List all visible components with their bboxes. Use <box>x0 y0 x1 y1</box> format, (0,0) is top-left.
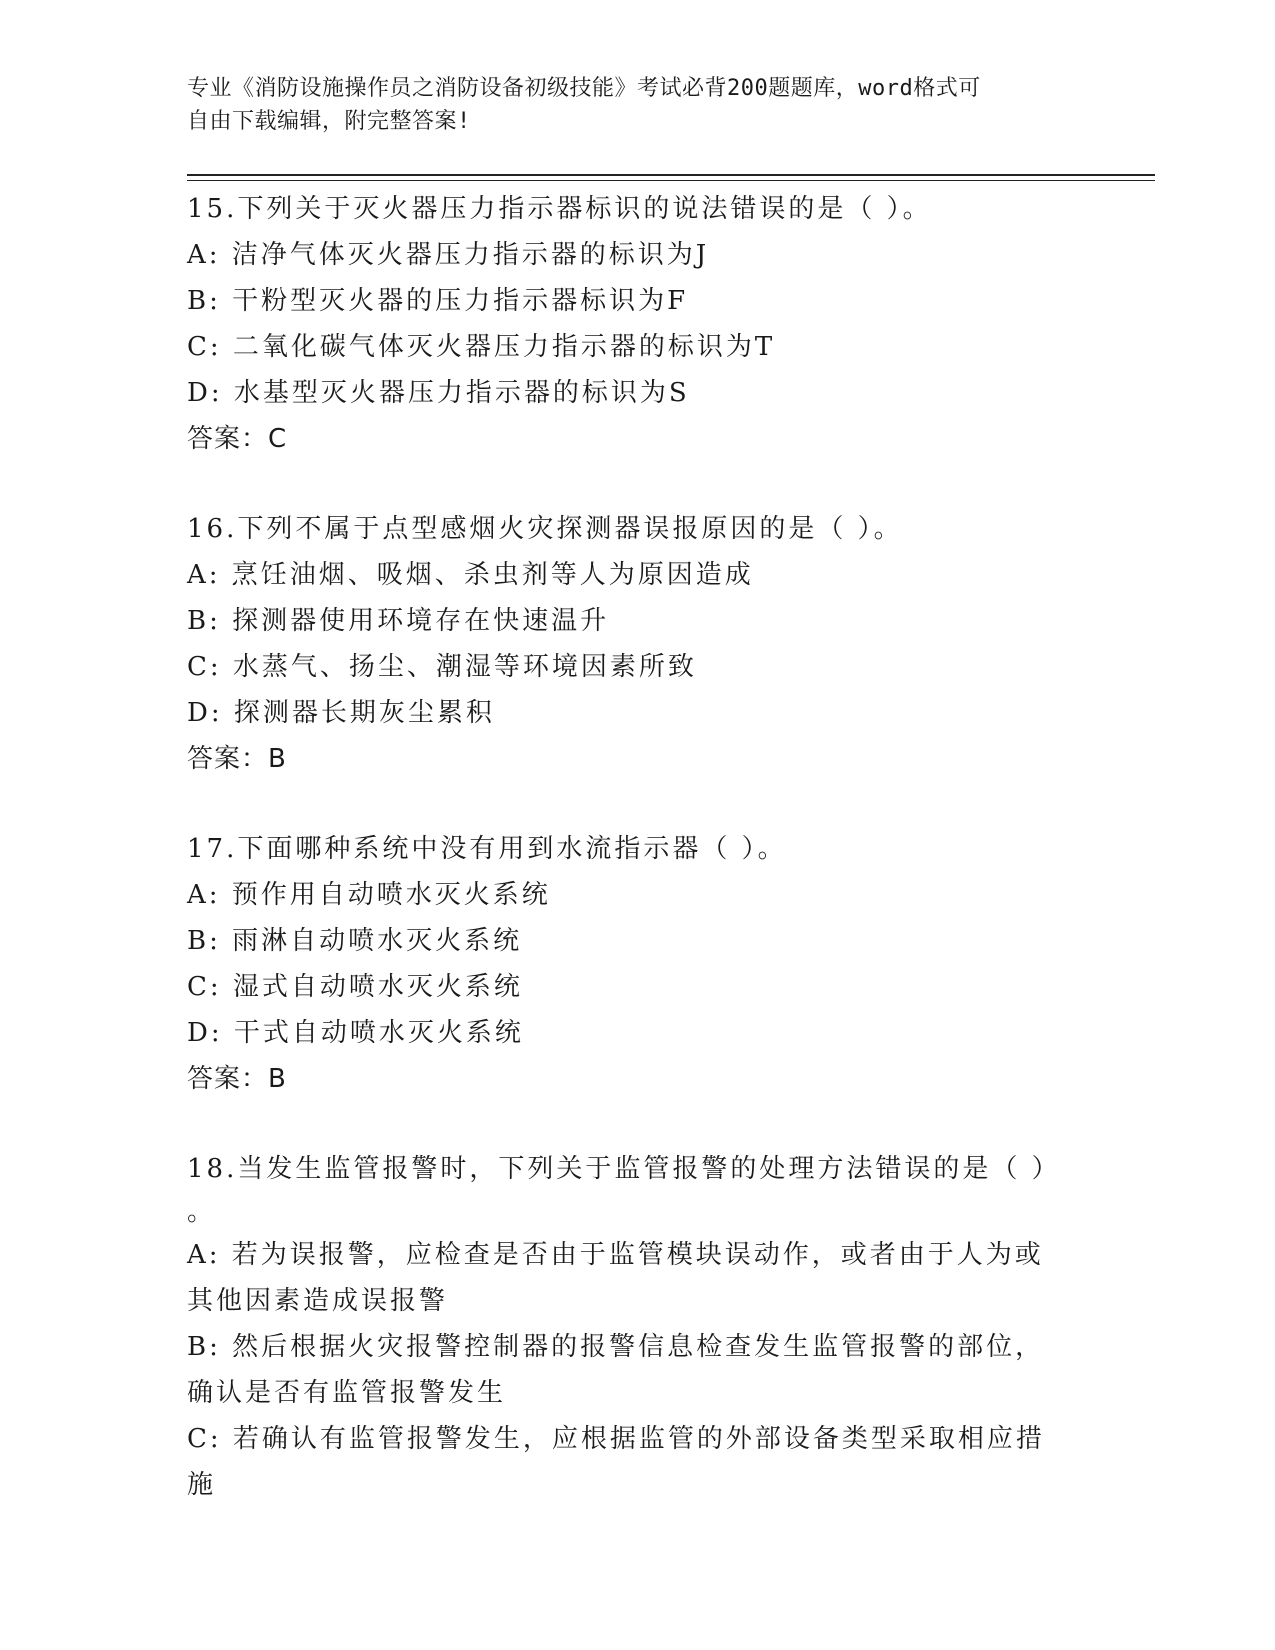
option-d: D: 干式自动喷水灭火系统 <box>187 1018 524 1048</box>
option-b: B: 探测器使用环境存在快速温升 <box>187 606 610 636</box>
question-18 <box>187 1146 1087 1508</box>
option-c: C: 二氧化碳气体灭火器压力指示器的标识为T <box>187 332 776 362</box>
document-header <box>187 72 1087 138</box>
question-15 <box>187 186 1087 462</box>
option-a: A: 预作用自动喷水灭火系统 <box>187 880 551 910</box>
header-line-1: 专业《消防设施操作员之消防设备初级技能》考试必背200题题库，word格式可 <box>187 76 981 101</box>
header-line-2: 自由下载编辑，附完整答案! <box>187 109 471 134</box>
question-17 <box>187 826 1087 1102</box>
header-divider-thin <box>187 180 1155 181</box>
option-a: A: 若为误报警，应检查是否由于监管模块误动作，或者由于人为或其他因素造成误报警 <box>187 1240 1044 1316</box>
option-b: B: 干粉型灭火器的压力指示器标识为F <box>187 286 689 316</box>
question-16 <box>187 506 1087 782</box>
option-a: A: 烹饪油烟、吸烟、杀虫剂等人为原因造成 <box>187 560 754 590</box>
question-list <box>187 186 1087 1508</box>
question-stem: 17.下面哪种系统中没有用到水流指示器（ ）。 <box>187 834 787 864</box>
option-b: B: 然后根据火灾报警控制器的报警信息检查发生监管报警的部位，确认是否有监管报警发生 <box>187 1332 1045 1408</box>
option-c: C: 若确认有监管报警发生，应根据监管的外部设备类型采取相应措施 <box>187 1424 1045 1500</box>
question-stem: 18.当发生监管报警时，下列关于监管报警的处理方法错误的是（ ） <box>187 1154 1061 1184</box>
option-d: D: 水基型灭火器压力指示器的标识为S <box>187 378 690 408</box>
option-d: D: 探测器长期灰尘累积 <box>187 698 495 728</box>
option-c: C: 湿式自动喷水灭火系统 <box>187 972 523 1002</box>
option-c: C: 水蒸气、扬尘、潮湿等环境因素所致 <box>187 652 697 682</box>
question-stem: 16.下列不属于点型感烟火灾探测器误报原因的是（ ）。 <box>187 514 903 544</box>
option-a: A: 洁净气体灭火器压力指示器的标识为J <box>187 240 710 270</box>
answer-label: 答案：B <box>187 1064 287 1094</box>
answer-label: 答案：B <box>187 744 287 774</box>
option-b: B: 雨淋自动喷水灭火系统 <box>187 926 523 956</box>
question-stem-tail: 。 <box>187 1197 214 1227</box>
question-stem: 15.下列关于灭火器压力指示器标识的说法错误的是（ ）。 <box>187 194 932 224</box>
header-divider-thick <box>187 174 1155 176</box>
answer-label: 答案：C <box>187 424 288 454</box>
